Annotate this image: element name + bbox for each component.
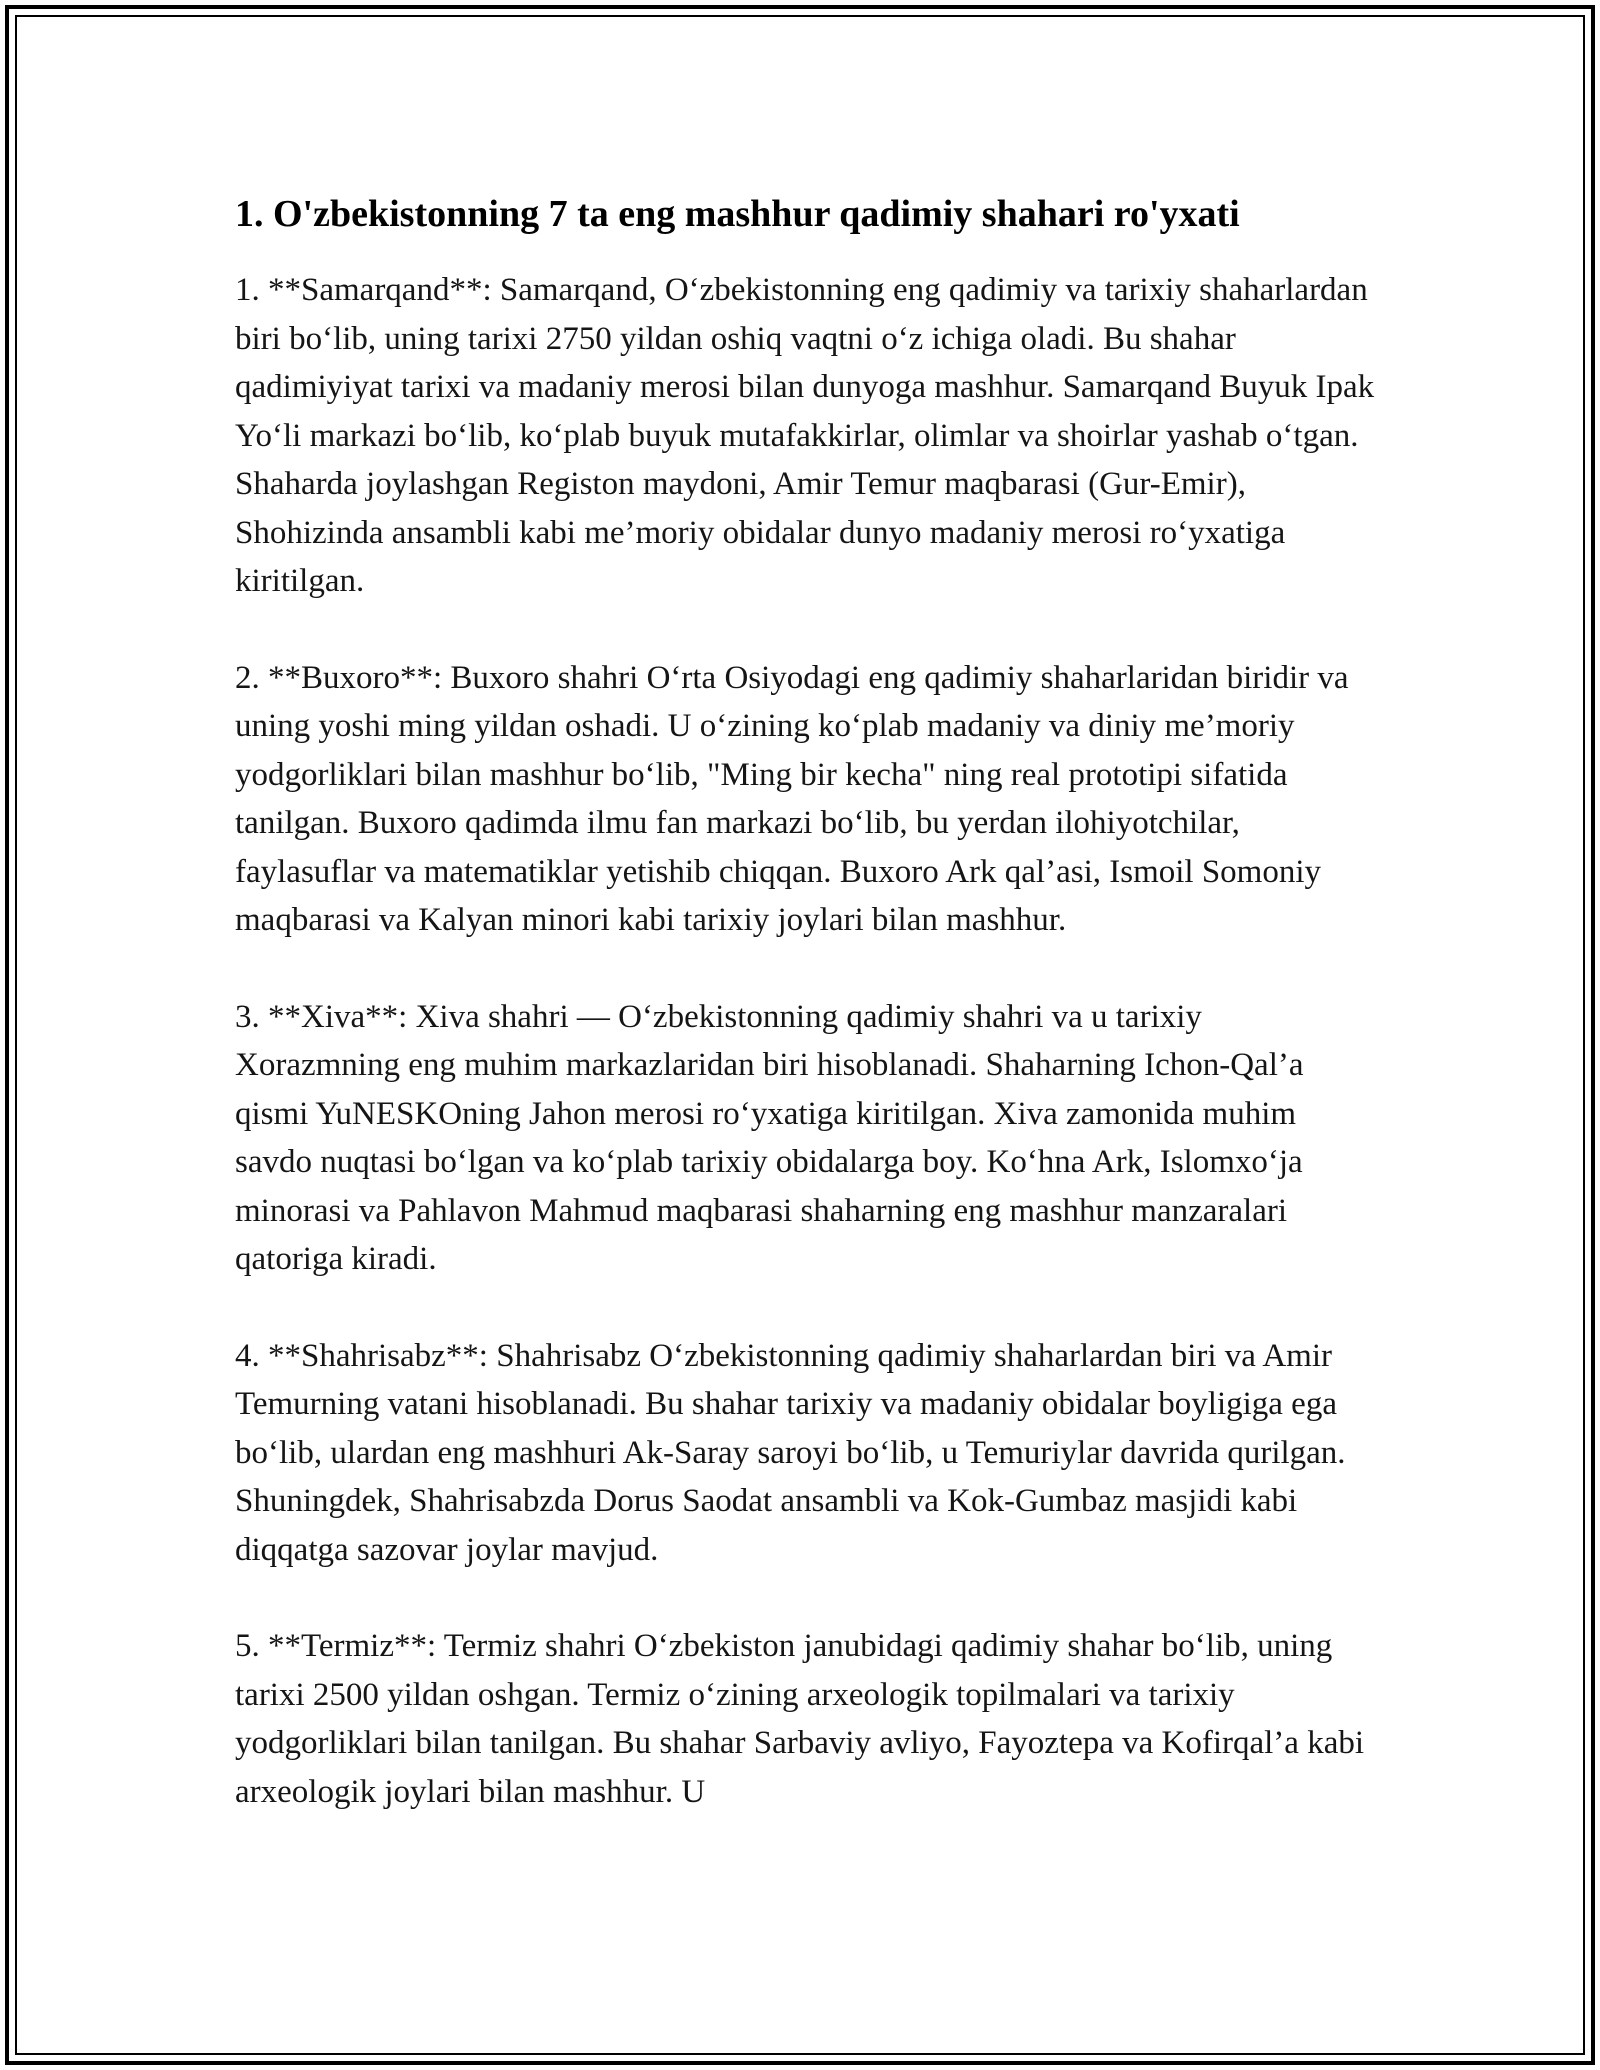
paragraph-buxoro: 2. **Buxoro**: Buxoro shahri O‘rta Osiyodagi eng qadimiy shaharlaridan biridir va uning yoshi ming yildan oshadi. U o‘zining ko‘plab madaniy va diniy me’moriy yodgorliklari bilan mashhur bo‘lib, "Ming bir kecha" ning real prototipi sifatida tanilgan. Buxoro qadimda ilmu fan markazi bo‘lib, bu yerdan ilohiyotchilar, faylasuflar va matematiklar yetishib chiqqan. Buxoro Ark qal’asi, Ismoil Somoniy maqbarasi va Kalyan minori kabi tarixiy joylari bilan mashhur. bbox=[235, 659, 1349, 938]
document-title: 1. O'zbekistonning 7 ta eng mashhur qadimiy shahari ro'yxati bbox=[235, 193, 1240, 235]
document-body bbox=[235, 188, 1375, 1816]
paragraph-samarqand: 1. **Samarqand**: Samarqand, O‘zbekistonning eng qadimiy va tarixiy shaharlardan biri bo‘lib, uning tarixi 2750 yildan oshiq vaqtni o‘z ichiga oladi. Bu shahar qadimiyiyat tarixi va madaniy merosi bilan dunyoga mashhur. Samarqand Buyuk Ipak Yo‘li markazi bo‘lib, ko‘plab buyuk mutafakkirlar, olimlar va shoirlar yashab o‘tgan. Shaharda joylashgan Registon maydoni, Amir Temur maqbarasi (Gur-Emir), Shohizinda ansambli kabi me’moriy obidalar dunyo madaniy merosi ro‘yxatiga kiritilgan. bbox=[235, 272, 1375, 599]
paragraph-shahrisabz: 4. **Shahrisabz**: Shahrisabz O‘zbekistonning qadimiy shaharlardan biri va Amir Temurning vatani hisoblanadi. Bu shahar tarixiy va madaniy obidalar boyligiga ega bo‘lib, ulardan eng mashhuri Ak-Saray saroyi bo‘lib, u Temuriylar davrida qurilgan. Shuningdek, Shahrisabzda Dorus Saodat ansambli va Kok-Gumbaz masjidi kabi diqqatga sazovar joylar mavjud. bbox=[235, 1337, 1346, 1568]
paragraph-xiva: 3. **Xiva**: Xiva shahri — O‘zbekistonning qadimiy shahri va u tarixiy Xorazmning eng muhim markazlaridan biri hisoblanadi. Shaharning Ichon-Qal’a qismi YuNESKOning Jahon merosi ro‘yxatiga kiritilgan. Xiva zamonida muhim savdo nuqtasi bo‘lgan va ko‘plab tarixiy obidalarga boy. Ko‘hna Ark, Islomxo‘ja minorasi va Pahlavon Mahmud maqbarasi shaharning eng mashhur manzaralari qatoriga kiradi. bbox=[235, 998, 1304, 1277]
paragraph-termiz: 5. **Termiz**: Termiz shahri O‘zbekiston janubidagi qadimiy shahar bo‘lib, uning tarixi 2500 yildan oshgan. Termiz o‘zining arxeologik topilmalari va tarixiy yodgorliklari bilan tanilgan. Bu shahar Sarbaviy avliyo, Fayoztepa va Kofirqal’a kabi arxeologik joylari bilan mashhur. U bbox=[235, 1628, 1365, 1810]
